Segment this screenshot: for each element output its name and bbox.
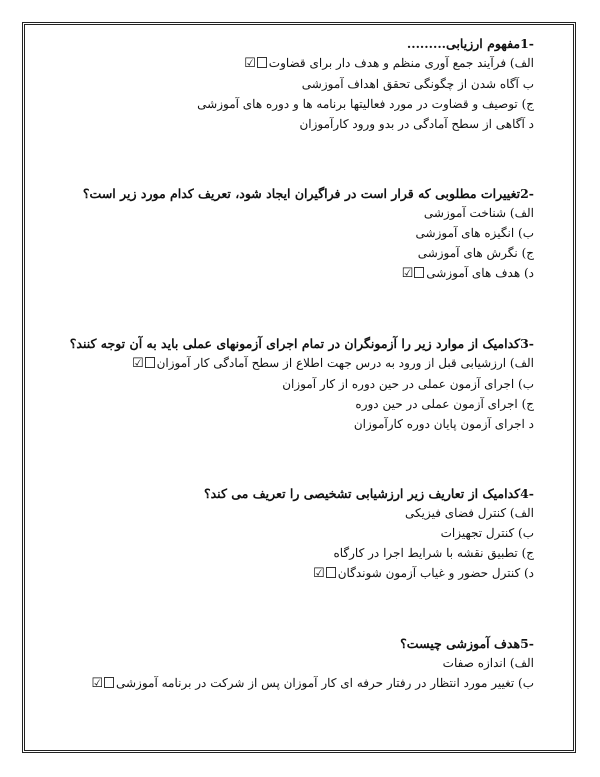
question-4 xyxy=(40,484,534,584)
answer-option-text: ب) انگیزه های آموزشی xyxy=(415,226,534,240)
answer-option-text: ب) اجرای آزمون عملی در حین دوره از کار آموزان xyxy=(282,377,534,391)
answer-option xyxy=(40,53,534,74)
answer-option-text: د آگاهی از سطح آمادگی در بدو ورود کارآموزان xyxy=(299,117,534,131)
answer-option xyxy=(40,203,534,223)
answer-option-text: د اجرای آزمون پایان دوره کارآموزان xyxy=(353,417,534,431)
answer-option-text: الف) ارزشیابی قبل از ورود به درس جهت اطلاع از سطح آمادگی کار آموزان xyxy=(156,356,534,370)
question-3 xyxy=(40,334,534,434)
answer-option xyxy=(40,523,534,543)
quiz-content xyxy=(40,34,534,744)
answer-option xyxy=(40,374,534,394)
question-5 xyxy=(40,634,534,694)
answer-option-text: ب آگاه شدن از چگونگی تحقق اهداف آموزشی xyxy=(301,77,534,91)
checked-box-icon: ☑ xyxy=(91,676,114,690)
answer-option xyxy=(40,503,534,523)
question-title: -4کدامیک از تعاریف زیر ارزشیابی تشخیصی را تعریف می کند؟ xyxy=(203,486,534,501)
answer-option xyxy=(40,394,534,414)
answer-option-text: ج) توصیف و قضاوت در مورد فعالیتها برنامه ها و دوره های آموزشی xyxy=(197,97,534,111)
answer-option-text: د) کنترل حضور و غیاب آزمون شوندگان xyxy=(337,566,534,580)
answer-option xyxy=(40,94,534,114)
answer-option-text: الف) کنترل فضای فیزیکی xyxy=(405,506,534,520)
answer-option xyxy=(40,673,534,694)
answer-option xyxy=(40,223,534,243)
checked-box-icon: ☑ xyxy=(313,566,336,580)
answer-option xyxy=(40,653,534,673)
answer-option-text: ج) تطبیق نقشه با شرایط اجرا در کارگاه xyxy=(333,546,534,560)
answer-option xyxy=(40,543,534,563)
answer-option-text: ب) تغییر مورد انتظار در رفتار حرفه ای کار آموزان پس از شرکت در برنامه آموزشی xyxy=(116,676,534,690)
answer-option-text: ج) نگرش های آموزشی xyxy=(417,246,534,260)
answer-option-text: د) هدف های آموزشی xyxy=(426,266,534,280)
answer-option xyxy=(40,74,534,94)
answer-option xyxy=(40,353,534,374)
checked-box-icon: ☑ xyxy=(244,56,267,70)
question-1 xyxy=(40,34,534,134)
question-2 xyxy=(40,184,534,284)
answer-option-text: الف) شناخت آموزشی xyxy=(423,206,534,220)
question-title: -3کدامیک از موارد زیر را آزمونگران در تمام اجرای آزمونهای عملی باید به آن توجه کنند؟ xyxy=(69,336,534,351)
checked-box-icon: ☑ xyxy=(402,266,425,280)
answer-option xyxy=(40,414,534,434)
question-title: -2تغییرات مطلوبی که قرار است در فراگیران ایجاد شود، تعریف کدام مورد زیر است؟ xyxy=(82,186,534,201)
question-title: -5هدف آموزشی چیست؟ xyxy=(400,636,534,651)
answer-option-text: ب) کنترل تجهیزات xyxy=(440,526,534,540)
answer-option xyxy=(40,263,534,284)
checked-box-icon: ☑ xyxy=(132,356,155,370)
answer-option-text: الف) اندازه صفات xyxy=(442,656,534,670)
answer-option-text: الف) فرآیند جمع آوری منظم و هدف دار برای قضاوت xyxy=(268,56,534,70)
answer-option xyxy=(40,114,534,134)
question-title: -1مفهوم ارزیابی......... xyxy=(406,36,534,51)
answer-option xyxy=(40,563,534,584)
answer-option xyxy=(40,243,534,263)
answer-option-text: ج) اجرای آزمون عملی در حین دوره xyxy=(355,397,534,411)
